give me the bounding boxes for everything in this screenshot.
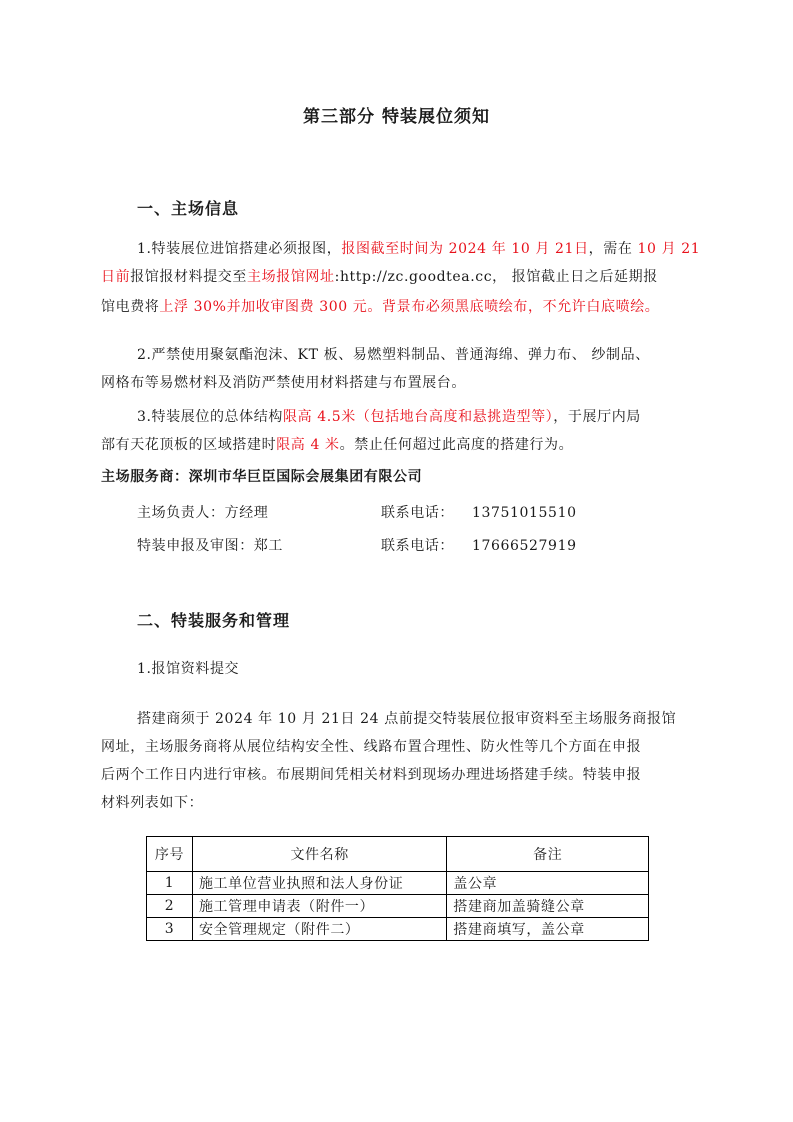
surcharge-text: 上浮 30%并加收审图费 300 元。背景布必须黑底喷绘布，不允许白底喷绘。 bbox=[159, 299, 660, 315]
deadline-text: 10 月 21 bbox=[637, 241, 701, 257]
paragraph-1-line-3 bbox=[101, 294, 659, 320]
cell-file-name: 施工单位营业执照和法人身份证 bbox=[192, 872, 446, 895]
paragraph-line: 网址，主场服务商将从展位结构安全性、线路布置合理性、防火性等几个方面在申报 bbox=[101, 739, 642, 755]
paragraph-1-line-1 bbox=[137, 236, 700, 262]
paragraph-2-line-2: 网格布等易燃材料及消防严禁使用材料搭建与布置展台。 bbox=[101, 375, 466, 391]
paragraph-3-line-2 bbox=[101, 432, 573, 458]
text: ，于展厅内局 bbox=[553, 409, 641, 425]
table-row bbox=[147, 872, 649, 895]
text: 报馆报材料提交至 bbox=[130, 269, 248, 285]
contact-phone-label: 联系电话： bbox=[381, 505, 454, 521]
header-remarks: 备注 bbox=[447, 837, 649, 872]
header-file-name: 文件名称 bbox=[192, 837, 446, 872]
page-title: 第三部分 特装展位须知 bbox=[303, 107, 490, 127]
text: 馆电费将 bbox=[101, 299, 160, 315]
text: 1.特装展位进馆搭建必须报图， bbox=[137, 241, 342, 257]
paragraph-line: 材料列表如下： bbox=[101, 795, 204, 811]
paragraph-3-line-1 bbox=[137, 404, 641, 430]
height-limit-text: 限高 4 米 bbox=[276, 437, 340, 453]
cell-remarks: 搭建商填写，盖公章 bbox=[447, 918, 649, 941]
cell-index: 2 bbox=[147, 895, 193, 918]
contact-role: 特装申报及审图：郑工 bbox=[137, 538, 283, 554]
cell-index: 1 bbox=[147, 872, 193, 895]
service-provider: 主场服务商：深圳市华巨臣国际会展集团有限公司 bbox=[101, 469, 423, 485]
text: 部有天花顶板的区域搭建时 bbox=[101, 437, 277, 453]
cell-file-name: 安全管理规定（附件二） bbox=[192, 918, 446, 941]
portal-label: 主场报馆网址 bbox=[247, 269, 335, 285]
deadline-text: 报图截至时间为 2024 年 10 月 21日 bbox=[341, 241, 589, 257]
cell-remarks: 搭建商加盖骑缝公章 bbox=[447, 895, 649, 918]
table-row bbox=[147, 895, 649, 918]
contact-phone: 17666527919 bbox=[472, 538, 577, 554]
contact-phone: 13751015510 bbox=[472, 505, 577, 521]
paragraph-line: 后两个工作日内进行审核。布展期间凭相关材料到现场办理进场搭建手续。特装申报 bbox=[101, 767, 642, 783]
contact-role: 主场负责人：方经理 bbox=[137, 505, 269, 521]
materials-table bbox=[146, 836, 649, 941]
cell-index: 3 bbox=[147, 918, 193, 941]
paragraph-1-line-2 bbox=[101, 264, 658, 290]
paragraph-line: 搭建商须于 2024 年 10 月 21日 24 点前提交特装展位报审资料至主场服务商报馆 bbox=[137, 711, 677, 727]
section-heading-venue-info: 一、主场信息 bbox=[137, 199, 240, 218]
text: 。禁止任何超过此高度的搭建行为。 bbox=[339, 437, 574, 453]
deadline-text: 日前 bbox=[101, 269, 131, 285]
text: ，需在 bbox=[588, 241, 638, 257]
paragraph-2-line-1: 2.严禁使用聚氨酯泡沫、KT 板、易燃塑料制品、普通海绵、弹力布、 纱制品、 bbox=[137, 347, 650, 363]
contact-phone-label: 联系电话： bbox=[381, 538, 454, 554]
table-header-row bbox=[147, 837, 649, 872]
text: 3.特装展位的总体结构 bbox=[137, 409, 283, 425]
cell-file-name: 施工管理申请表（附件一） bbox=[192, 895, 446, 918]
height-limit-text: 限高 4.5米（包括地台高度和悬挑造型等） bbox=[282, 409, 554, 425]
subheading-submission: 1.报馆资料提交 bbox=[137, 661, 240, 677]
cell-remarks: 盖公章 bbox=[447, 872, 649, 895]
portal-url: :http://zc.goodtea.cc， 报馆截止日之后延期报 bbox=[334, 269, 658, 285]
header-index: 序号 bbox=[147, 837, 193, 872]
section-heading-services: 二、特装服务和管理 bbox=[137, 611, 291, 630]
table-row bbox=[147, 918, 649, 941]
